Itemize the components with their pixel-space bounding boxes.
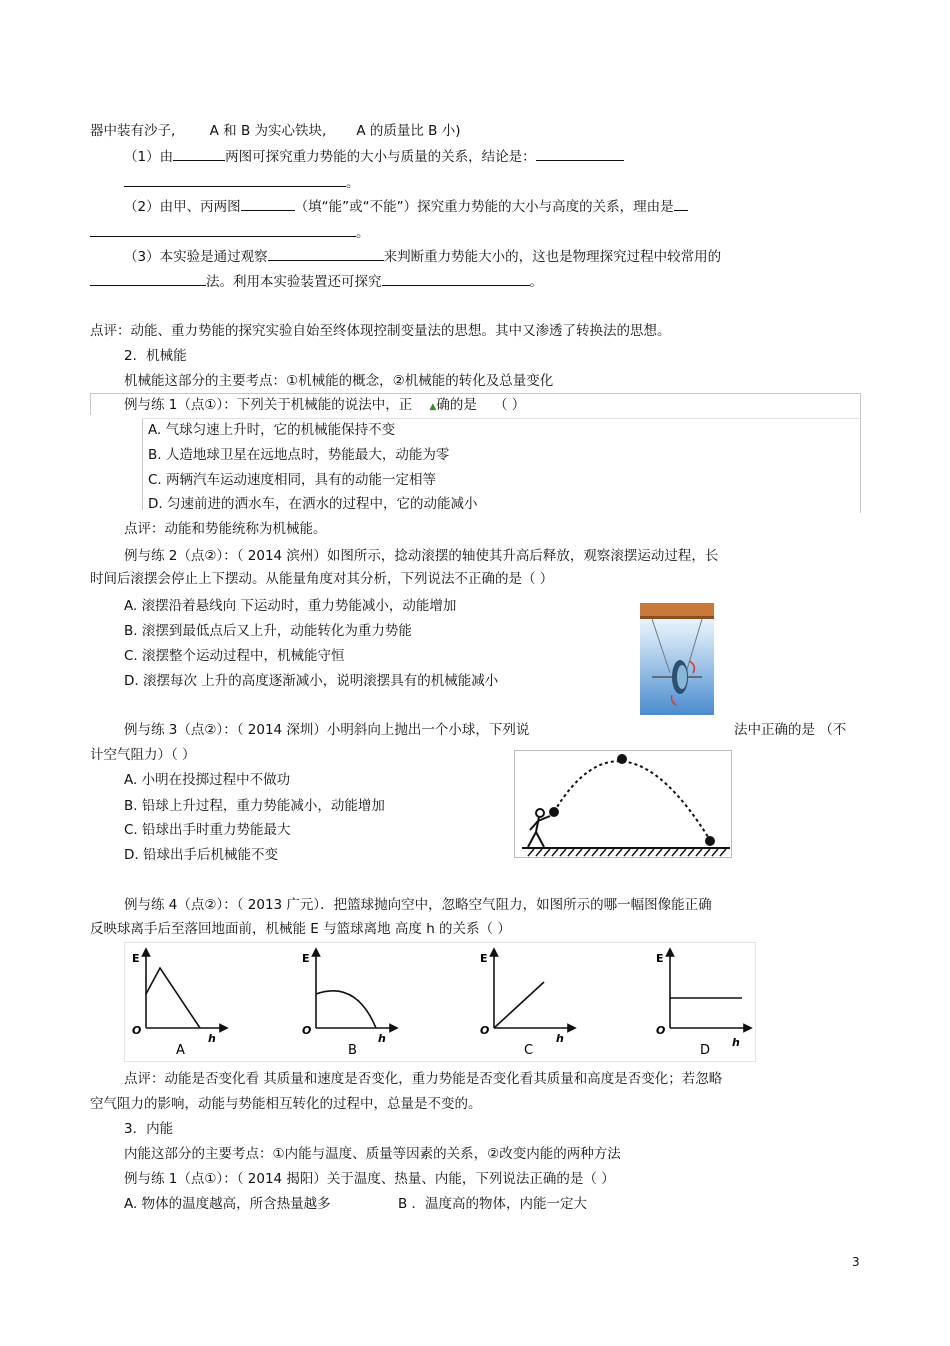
ball-start [549, 807, 559, 817]
example-1-option-d[interactable]: D. 匀速前进的洒水车，在洒水的过程中，它的动能减小 [148, 496, 478, 512]
example-2-stem-1: 例与练 2（点②）：（ 2014 滨州）如图所示，捻动滚摆的轴使其升高后释放，观察滚摆运动过程，长 [124, 548, 719, 564]
example-3-option-d[interactable]: D. 铅球出手后机械能不变 [124, 847, 278, 863]
graph-b-origin: O [302, 1024, 312, 1037]
example-2-option-a[interactable]: A. 滚摆沿着悬线向 下运动时，重力势能减小，动能增加 [124, 598, 457, 614]
example-4-comment-1: 点评：动能是否变化看 其质量和速度是否变化，重力势能是否变化看其质量和高度是否变化；若忽略 [124, 1071, 723, 1087]
section-3-keypoints: 内能这部分的主要考点：①内能与温度、质量等因素的关系，②改变内能的两种方法 [124, 1146, 621, 1162]
section-3-example-1-option-b[interactable]: B ．温度高的物体，内能一定大 [398, 1196, 588, 1212]
section-3-heading: 3．内能 [124, 1121, 174, 1137]
intro-line-0: 器中装有沙子, A 和 B 为实心铁块, A 的质量比 B 小) [90, 123, 461, 139]
ball-end [705, 836, 715, 846]
example-4-comment-2: 空气阻力的影响，动能与势能相互转化的过程中，总量是不变的。 [90, 1096, 482, 1112]
answer-blank[interactable] [90, 224, 356, 237]
section-3-example-1-option-a[interactable]: A. 物体的温度越高，所含热量越多 [124, 1196, 331, 1212]
answer-blank[interactable] [124, 174, 346, 187]
answer-blank[interactable] [382, 273, 530, 286]
page-number: 3 [852, 1255, 860, 1269]
example-4-stem-2: 反映球离手后至落回地面前，机械能 E 与篮球离地 高度 h 的关系（ ） [90, 921, 511, 937]
graph-c-origin: O [480, 1024, 490, 1037]
graph-b-h-label: h [378, 1032, 386, 1045]
example-4-stem-1: 例与练 4（点②）：（ 2013 广元）．把篮球抛向空中，忽略空气阻力，如图所示的哪一幅图像能正确 [124, 897, 712, 913]
pendulum-figure [640, 603, 714, 715]
projectile-figure [514, 750, 732, 858]
section-3-example-1-stem: 例与练 1（点①）：（ 2014 揭阳）关于温度、热量、内能，下列说法正确的是（ ） [124, 1171, 615, 1187]
example-1-comment: 点评：动能和势能统称为机械能。 [124, 521, 327, 537]
answer-blank[interactable] [536, 148, 624, 161]
graph-b-label: B [348, 1043, 357, 1058]
graph-a-label: A [176, 1043, 185, 1058]
example-3-option-a[interactable]: A. 小明在投掷过程中不做功 [124, 772, 291, 788]
example-1-stem: 例与练 1（点①）：下列关于机械能的说法中，正 ▲确的是 （ ） [124, 397, 526, 413]
graph-a-e-label: E [132, 952, 140, 965]
graph-d-e-label: E [656, 952, 664, 965]
example-3-stem-2: 计空气阻力）（ ） [90, 747, 196, 763]
graph-a-h-label: h [208, 1032, 216, 1045]
answer-blank[interactable] [674, 198, 688, 211]
example-2-option-d[interactable]: D. 滚摆每次 上升的高度逐渐减小，说明滚摆具有的机械能减小 [124, 673, 499, 689]
answer-blank[interactable] [90, 273, 206, 286]
graph-b-e-label: E [302, 952, 310, 965]
answer-blank[interactable] [241, 198, 295, 211]
example-2-option-c[interactable]: C. 滚摆整个运动过程中，机械能守恒 [124, 648, 345, 664]
example-1-option-a[interactable]: A. 气球匀速上升时，它的机械能保持不变 [148, 422, 396, 438]
example-2-stem-2: 时间后滚摆会停止上下摆动。从能量角度对其分析，下列说法不正确的是（ ） [90, 571, 554, 587]
example-3-option-c[interactable]: C. 铅球出手时重力势能最大 [124, 822, 291, 838]
answer-blank[interactable] [173, 148, 225, 161]
example-1-option-c[interactable]: C. 两辆汽车运动速度相同，具有的动能一定相等 [148, 472, 437, 488]
question-2-cont: 。 [90, 224, 370, 242]
example-3-stem-1b: 法中正确的是 （不 [734, 722, 847, 738]
graph-c-h-label: h [556, 1032, 564, 1045]
example-3-option-b[interactable]: B. 铅球上升过程，重力势能减小，动能增加 [124, 798, 385, 814]
section-2-heading: 2．机械能 [124, 348, 187, 364]
comment-1: 点评：动能、重力势能的探究实验自始至终体现控制变量法的思想。其中又渗透了转换法的思想。 [90, 323, 671, 339]
answer-blank[interactable] [268, 248, 384, 261]
example-1-option-b[interactable]: B. 人造地球卫星在远地点时，势能最大，动能为零 [148, 447, 450, 463]
graph-d-origin: O [656, 1024, 666, 1037]
question-3: （3）本实验是通过观察 来判断重力势能大小的，这也是物理探究过程中较常用的 [124, 249, 722, 265]
ball-top [617, 754, 627, 764]
graph-a-origin: O [132, 1024, 142, 1037]
graph-d-label: D [700, 1043, 711, 1058]
example-3-stem-1a: 例与练 3（点②）：（ 2014 深圳）小明斜向上抛出一个小球，下列说 [124, 722, 530, 738]
graph-d-h-label: h [732, 1036, 740, 1049]
question-3-cont: 法。利用本实验装置还可探究 。 [90, 273, 543, 291]
example-2-option-b[interactable]: B. 滚摆到最低点后又上升，动能转化为重力势能 [124, 623, 412, 639]
question-1-cont: 。 [124, 174, 360, 192]
question-2: （2）由甲、丙两图 （填“能”或“不能”）探究重力势能的大小与高度的关系，理由是 [124, 198, 688, 216]
energy-height-graphs [124, 942, 756, 1062]
section-2-keypoints: 机械能这部分的主要考点：①机械能的概念，②机械能的转化及总量变化 [124, 373, 554, 389]
graph-c-label: C [524, 1043, 534, 1058]
question-1: （1）由 两图可探究重力势能的大小与质量的关系，结论是： [124, 148, 624, 166]
graph-c-e-label: E [480, 952, 488, 965]
